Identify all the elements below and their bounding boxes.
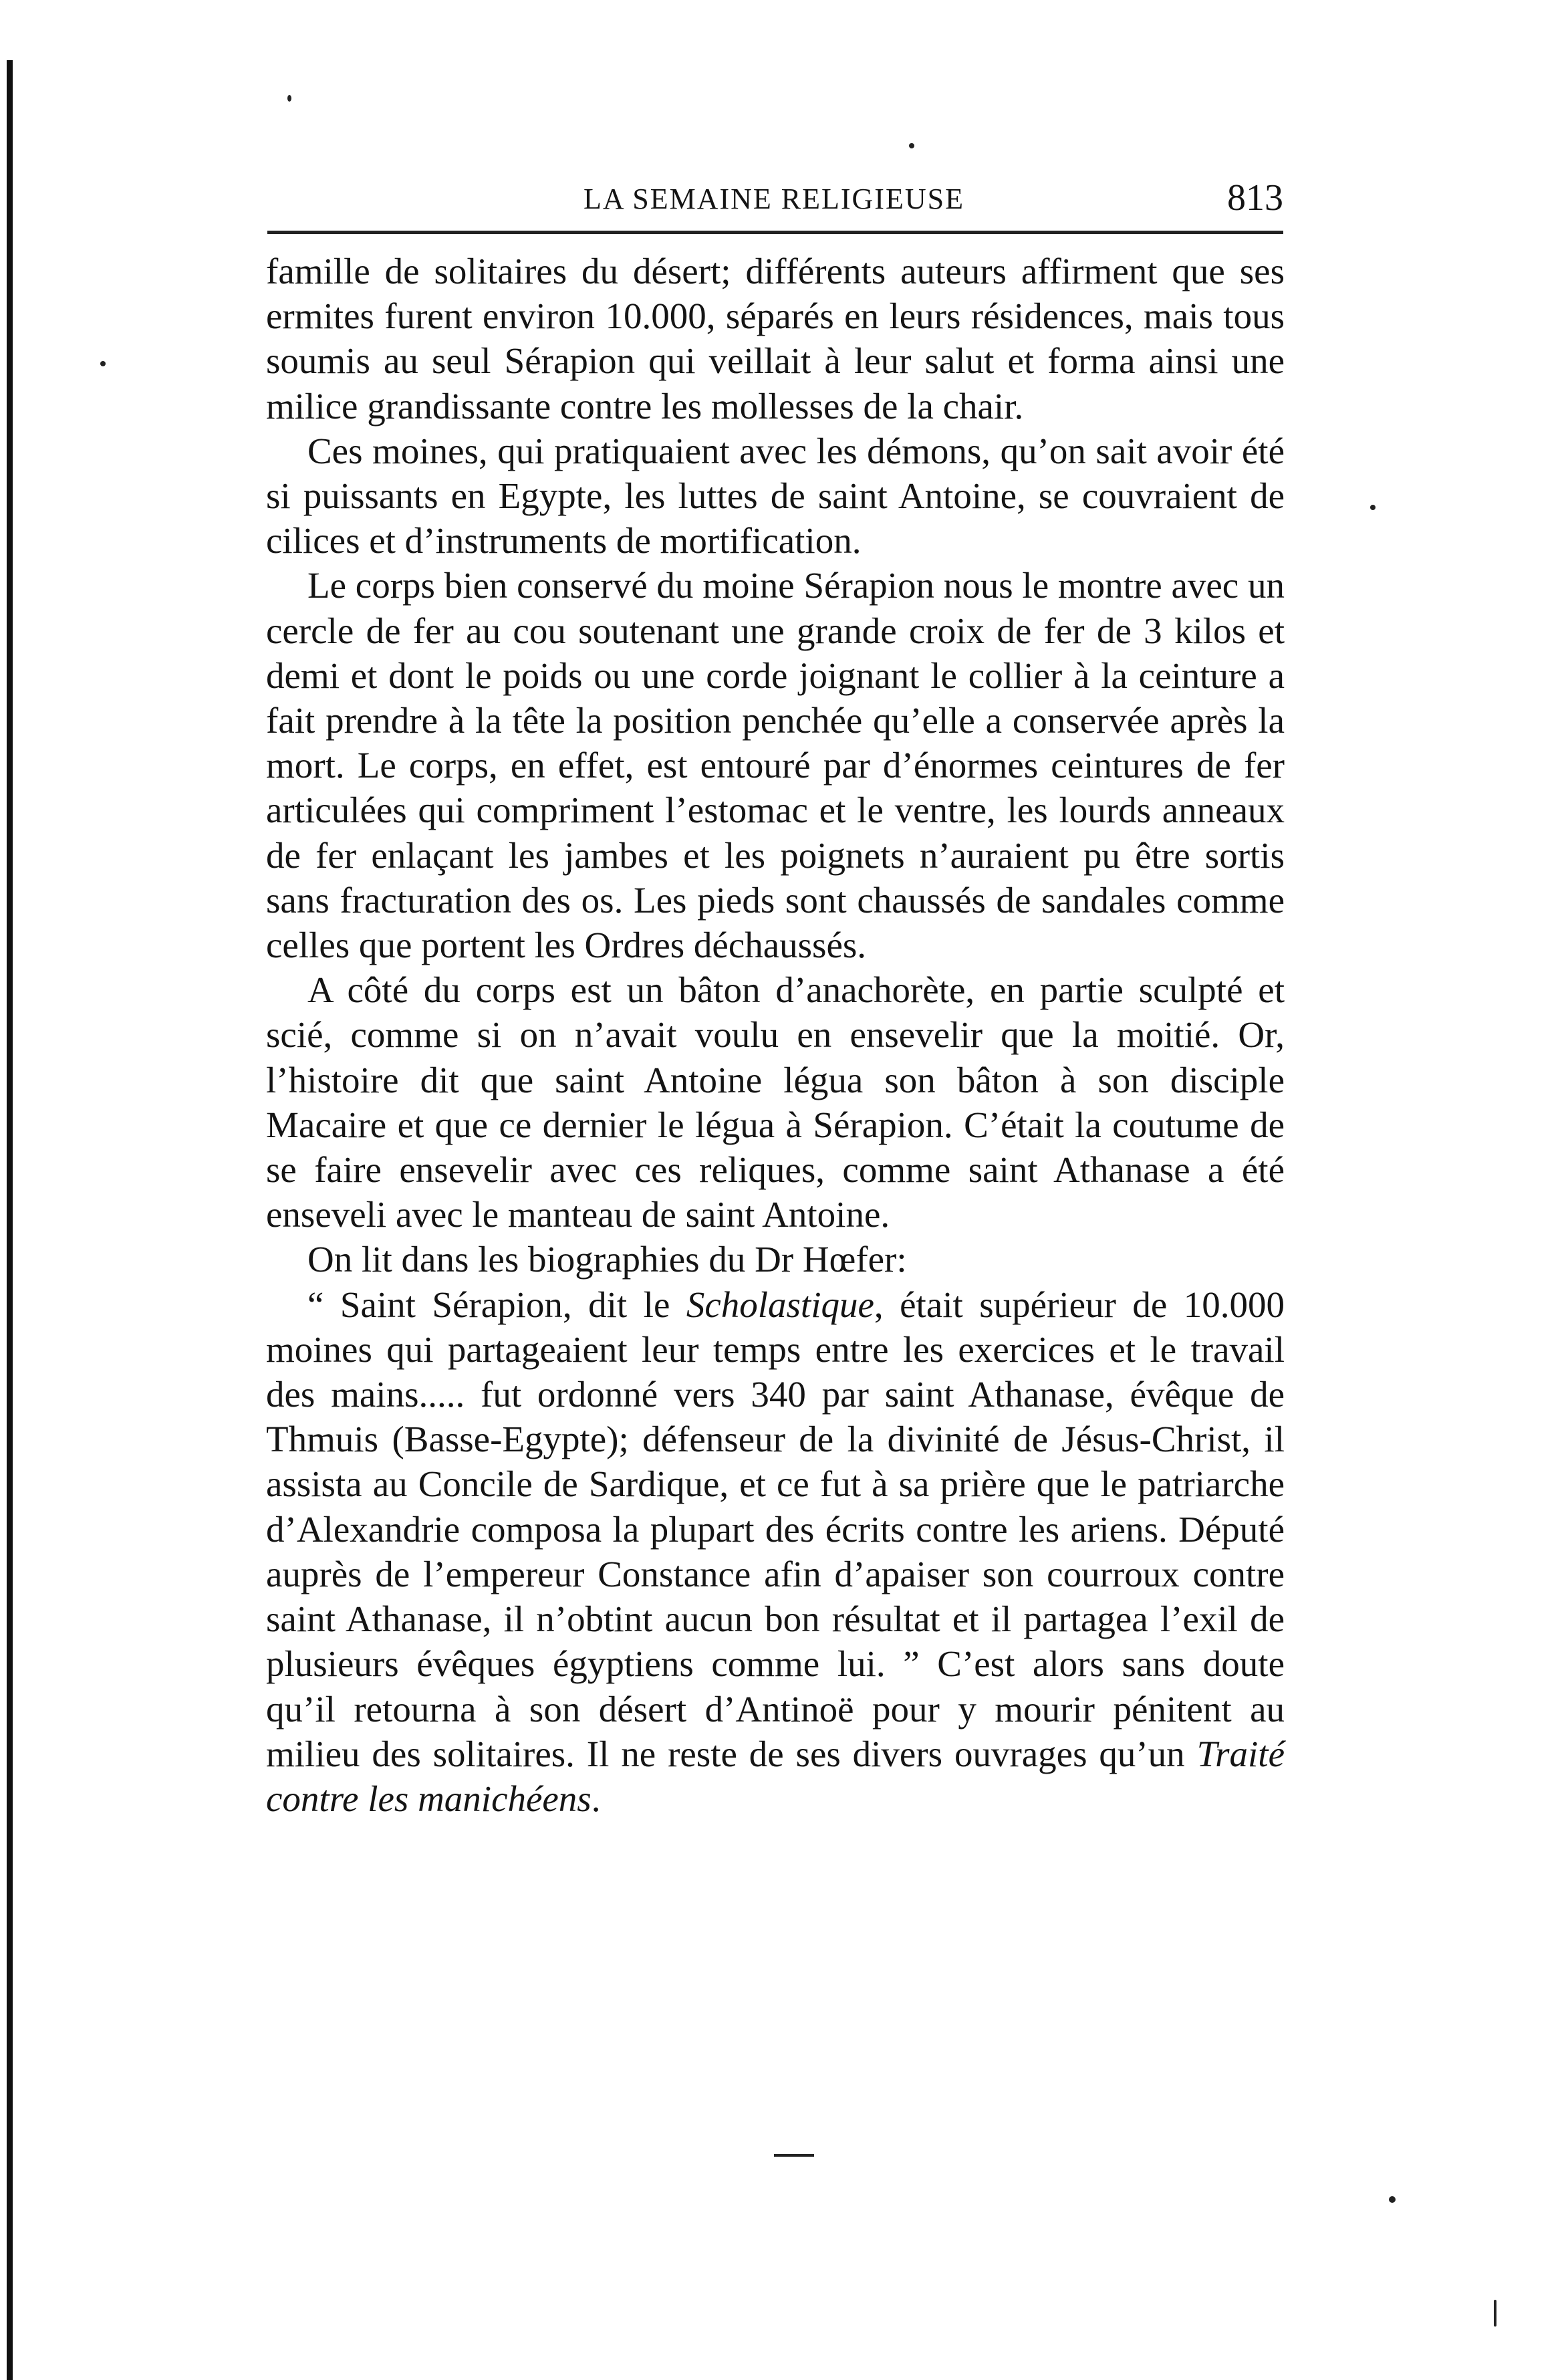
scan-margin-line: [7, 60, 13, 2380]
scan-speck: [287, 95, 291, 102]
scan-speck: [1389, 2196, 1396, 2203]
running-header: [267, 175, 1283, 222]
paragraph-staff: A côté du corps est un bâton d’anachorète, en partie sculpté et scié, comme si on n’avait voulu en ensevelir que la moitié. Or, l’histoire dit que saint Antoine légua son bâton à son disciple Macaire et que ce dernier le légua à Sérapion. C’était la coutume de se faire ensevelir avec ces reliques, comme saint Athanase a été enseveli avec le manteau de saint Antoine.: [266, 969, 1285, 1235]
scan-speck: [909, 143, 914, 148]
italic-epithet: Scholastique: [686, 1284, 874, 1325]
paragraph-monks: Ces moines, qui pratiquaient avec les démons, qu’on sait avoir été si puissants en Egypte, les luttes de saint Antoine, se couvraient de cilices et d’instruments de mortification.: [266, 430, 1285, 562]
scan-speck: [1370, 505, 1376, 510]
quote-text: “ Saint Sérapion, dit le: [307, 1284, 686, 1325]
paragraph-body-of-serapion: Le corps bien conservé du moine Sérapion nous le montre avec un cercle de fer au cou soutenant une grande croix de fer de 3 kilos et demi et dont le poids ou une corde joignant le collier à la ceinture a fait prendre à la tête la position penchée qu’elle a conservée après la mort. Le corps, en effet, est entouré par d’énormes ceintures de fer articulées qui compriment l’estomac et le ventre, les lourds anneaux de fer enlaçant les jambes et les poignets n’auraient pu être sortis sans fracturation des os. Les pieds sont chaussés de sandales comme celles que portent les Ordres déchaussés.: [266, 565, 1285, 966]
journal-title: LA SEMAINE RELIGIEUSE: [583, 183, 964, 215]
scan-speck: [100, 361, 106, 366]
paragraph-biographies-intro: On lit dans les biographies du Dr Hœfer:: [307, 1239, 907, 1280]
italic-work-title: Traité contre les manichéens: [266, 1733, 1285, 1819]
header-rule: [267, 231, 1283, 234]
page-number: 813: [1227, 177, 1283, 219]
body-text: [266, 249, 1285, 1821]
paragraph-continued: famille de solitaires du désert; différents auteurs affirment que ses ermites furent environ 10.000, séparés en leurs résidences, mais tous soumis au seul Sérapion qui veillait à leur salut et forma ainsi une milice grandissante contre les mollesses de la chair.: [266, 251, 1285, 427]
quote-text: , était supérieur de 10.000 moines qui partageaient leur temps entre les exercices et le travail des mains..... fut ordonné vers 340 par saint Athanase, évêque de Thmuis (Basse-Egypte); défenseur de la divinité de Jésus-Christ, il assista au Concile de Sardique, et ce fut à sa prière que le patriarche d’Alexandrie composa la plupart des écrits contre les ariens. Député auprès de l’empereur Constance afin d’apaiser son courroux contre saint Athanase, il n’obtint aucun bon résultat et il partagea l’exil de plusieurs évêques égyptiens comme lui. ” C’est alors sans doute qu’il retourna à son désert d’Antinoë pour y mourir pénitent au milieu des solitaires. Il ne reste de ses divers ouvrages qu’un: [266, 1284, 1285, 1774]
quote-text: .: [591, 1778, 601, 1819]
section-end-rule: [774, 2154, 814, 2157]
scan-speck: [1494, 2300, 1496, 2327]
paragraph-quotation: [266, 1282, 1285, 1821]
